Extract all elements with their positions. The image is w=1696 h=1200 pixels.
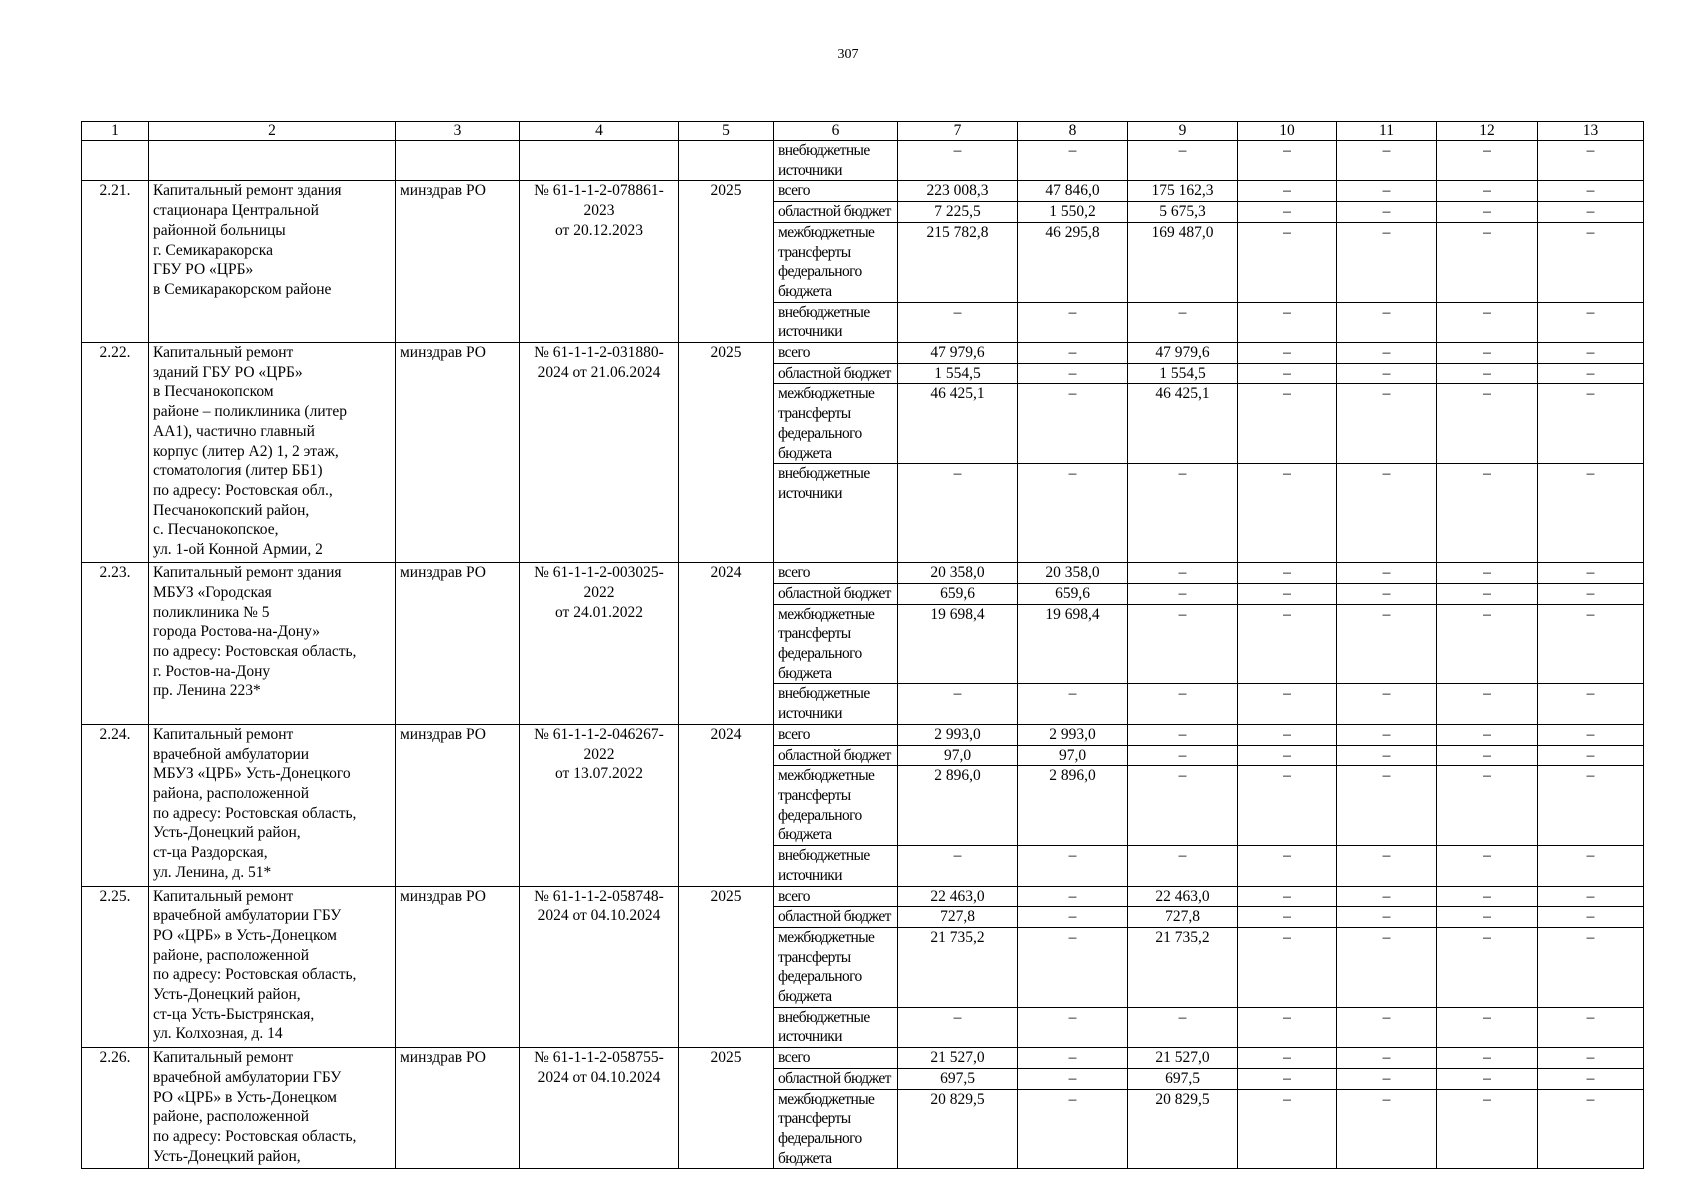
object-name: Капитальный ремонт здания стационара Центральной районной больницы г. Семикаракорска ГБУ РО «ЦРБ» в Семикаракорском районе — [149, 181, 396, 343]
value-cell: – — [1437, 604, 1538, 684]
customer-org: минздрав РО — [396, 181, 520, 343]
funding-source: внебюджетные источники — [774, 302, 898, 342]
value-cell: 2 993,0 — [1018, 724, 1128, 745]
funding-source: всего — [774, 886, 898, 907]
value-cell: – — [1128, 604, 1238, 684]
value-cell: – — [1337, 907, 1437, 928]
value-cell: – — [1238, 384, 1337, 464]
customer-org: минздрав РО — [396, 563, 520, 725]
column-number: 10 — [1238, 122, 1337, 141]
value-cell: – — [1437, 363, 1538, 384]
value-cell: – — [1337, 846, 1437, 886]
value-cell: – — [1538, 363, 1644, 384]
value-cell: – — [1128, 1007, 1238, 1047]
value-cell: 659,6 — [1018, 583, 1128, 604]
value-cell: – — [1437, 846, 1538, 886]
value-cell: – — [1337, 1048, 1437, 1069]
value-cell: – — [898, 846, 1018, 886]
value-cell: 20 358,0 — [898, 563, 1018, 584]
value-cell: – — [1337, 724, 1437, 745]
value-cell: 1 554,5 — [898, 363, 1018, 384]
column-number: 3 — [396, 122, 520, 141]
funding-source: всего — [774, 724, 898, 745]
value-cell: – — [1238, 1007, 1337, 1047]
object-name: Капитальный ремонт врачебной амбулатории МБУЗ «ЦРБ» Усть-Донецкого района, расположенной по адресу: Ростовская область, Усть-Донецкий район, ст-ца Раздорская, ул. Ленина, д. 51* — [149, 724, 396, 886]
value-cell: 97,0 — [898, 745, 1018, 766]
funding-source: всего — [774, 563, 898, 584]
value-cell: – — [1238, 583, 1337, 604]
value-cell: – — [1538, 724, 1644, 745]
empty-cell — [679, 141, 774, 181]
value-cell: 22 463,0 — [898, 886, 1018, 907]
column-number: 13 — [1538, 122, 1644, 141]
value-cell: – — [1128, 766, 1238, 846]
value-cell: – — [1437, 202, 1538, 223]
value-cell: – — [1238, 141, 1337, 181]
funding-source: областной бюджет — [774, 363, 898, 384]
completion-year: 2025 — [679, 343, 774, 563]
funding-source: межбюджетные трансферты федерального бюджета — [774, 927, 898, 1007]
value-cell: 20 829,5 — [898, 1089, 1018, 1169]
value-cell: – — [1437, 302, 1538, 342]
table-row — [82, 181, 1644, 202]
value-cell: – — [1238, 684, 1337, 724]
funding-source: областной бюджет — [774, 745, 898, 766]
value-cell: 697,5 — [898, 1068, 1018, 1089]
column-number: 2 — [149, 122, 396, 141]
value-cell: – — [898, 141, 1018, 181]
column-number: 9 — [1128, 122, 1238, 141]
customer-org: минздрав РО — [396, 343, 520, 563]
value-cell: 1 554,5 — [1128, 363, 1238, 384]
value-cell: – — [1018, 927, 1128, 1007]
expertise-doc: № 61-1-1-2-058748- 2024 от 04.10.2024 — [520, 886, 679, 1048]
column-number: 12 — [1437, 122, 1538, 141]
value-cell: – — [1337, 141, 1437, 181]
funding-table — [81, 121, 1644, 1169]
item-number: 2.25. — [82, 886, 149, 1048]
expertise-doc: № 61-1-1-2-031880- 2024 от 21.06.2024 — [520, 343, 679, 563]
value-cell: – — [1238, 222, 1337, 302]
value-cell: – — [1437, 766, 1538, 846]
continuation-row — [82, 141, 1644, 181]
value-cell: 697,5 — [1128, 1068, 1238, 1089]
value-cell: – — [1437, 222, 1538, 302]
value-cell: – — [1538, 583, 1644, 604]
item-number: 2.23. — [82, 563, 149, 725]
value-cell: 727,8 — [1128, 907, 1238, 928]
value-cell: – — [1238, 745, 1337, 766]
object-name: Капитальный ремонт врачебной амбулатории ГБУ РО «ЦРБ» в Усть-Донецком районе, расположенной по адресу: Ростовская область, Усть-Донецкий район, ст-ца Усть-Быстрянская, ул. Колхозная, д. 14 — [149, 886, 396, 1048]
value-cell: 659,6 — [898, 583, 1018, 604]
value-cell: – — [1437, 563, 1538, 584]
value-cell: – — [1538, 343, 1644, 364]
table-row — [82, 343, 1644, 364]
value-cell: – — [1337, 384, 1437, 464]
funding-source: внебюджетные источники — [774, 846, 898, 886]
expertise-doc: № 61-1-1-2-003025- 2022 от 24.01.2022 — [520, 563, 679, 725]
value-cell: – — [1538, 464, 1644, 563]
value-cell: 21 735,2 — [1128, 927, 1238, 1007]
customer-org: минздрав РО — [396, 886, 520, 1048]
table-row — [82, 724, 1644, 745]
value-cell: 47 846,0 — [1018, 181, 1128, 202]
value-cell: – — [1128, 563, 1238, 584]
value-cell: – — [1437, 343, 1538, 364]
value-cell: – — [1437, 141, 1538, 181]
value-cell: 21 527,0 — [1128, 1048, 1238, 1069]
funding-source: внебюджетные источники — [774, 464, 898, 563]
item-number: 2.24. — [82, 724, 149, 886]
value-cell: – — [1437, 886, 1538, 907]
value-cell: – — [1238, 202, 1337, 223]
value-cell: 175 162,3 — [1128, 181, 1238, 202]
value-cell: 1 550,2 — [1018, 202, 1128, 223]
value-cell: – — [1538, 1048, 1644, 1069]
value-cell: – — [1437, 464, 1538, 563]
value-cell: – — [1018, 907, 1128, 928]
value-cell: – — [1337, 343, 1437, 364]
funding-source: межбюджетные трансферты федерального бюджета — [774, 1089, 898, 1169]
value-cell: – — [1538, 846, 1644, 886]
customer-org: минздрав РО — [396, 1048, 520, 1169]
value-cell: – — [1337, 604, 1437, 684]
value-cell: – — [1538, 766, 1644, 846]
value-cell: 21 527,0 — [898, 1048, 1018, 1069]
value-cell: – — [1018, 1048, 1128, 1069]
value-cell: 47 979,6 — [898, 343, 1018, 364]
completion-year: 2025 — [679, 181, 774, 343]
value-cell: 97,0 — [1018, 745, 1128, 766]
value-cell: 47 979,6 — [1128, 343, 1238, 364]
value-cell: – — [1337, 563, 1437, 584]
value-cell: – — [1337, 202, 1437, 223]
value-cell: – — [1238, 907, 1337, 928]
column-number: 6 — [774, 122, 898, 141]
value-cell: – — [1538, 907, 1644, 928]
empty-cell — [149, 141, 396, 181]
value-cell: – — [1018, 343, 1128, 364]
value-cell: – — [1337, 1007, 1437, 1047]
value-cell: – — [1337, 464, 1437, 563]
value-cell: – — [1437, 684, 1538, 724]
value-cell: – — [1238, 766, 1337, 846]
value-cell: 21 735,2 — [898, 927, 1018, 1007]
funding-source: внебюджетные источники — [774, 141, 898, 181]
value-cell: – — [1018, 1007, 1128, 1047]
value-cell: – — [1128, 302, 1238, 342]
value-cell: – — [1337, 1089, 1437, 1169]
value-cell: – — [1128, 684, 1238, 724]
funding-source: всего — [774, 343, 898, 364]
value-cell: – — [1337, 886, 1437, 907]
header-row — [82, 122, 1644, 141]
value-cell: – — [898, 464, 1018, 563]
value-cell: – — [1437, 384, 1538, 464]
value-cell: – — [1437, 1089, 1538, 1169]
value-cell: – — [1128, 464, 1238, 563]
value-cell: – — [1018, 464, 1128, 563]
expertise-doc: № 61-1-1-2-058755- 2024 от 04.10.2024 — [520, 1048, 679, 1169]
value-cell: – — [1538, 384, 1644, 464]
value-cell: – — [1128, 141, 1238, 181]
value-cell: – — [1538, 563, 1644, 584]
funding-source: межбюджетные трансферты федерального бюджета — [774, 604, 898, 684]
value-cell: – — [1018, 384, 1128, 464]
value-cell: – — [1238, 302, 1337, 342]
value-cell: – — [1238, 604, 1337, 684]
object-name: Капитальный ремонт врачебной амбулатории ГБУ РО «ЦРБ» в Усть-Донецком районе, расположенной по адресу: Ростовская область, Усть-Донецкий район, — [149, 1048, 396, 1169]
value-cell: – — [1337, 583, 1437, 604]
funding-source: областной бюджет — [774, 1068, 898, 1089]
value-cell: 46 425,1 — [1128, 384, 1238, 464]
column-number: 5 — [679, 122, 774, 141]
value-cell: – — [1337, 181, 1437, 202]
value-cell: – — [1437, 583, 1538, 604]
value-cell: – — [1538, 927, 1644, 1007]
value-cell: 7 225,5 — [898, 202, 1018, 223]
completion-year: 2024 — [679, 724, 774, 886]
value-cell: – — [1238, 363, 1337, 384]
value-cell: – — [1018, 684, 1128, 724]
value-cell: – — [898, 684, 1018, 724]
value-cell: – — [1018, 1068, 1128, 1089]
value-cell: – — [1128, 846, 1238, 886]
value-cell: – — [1437, 181, 1538, 202]
column-number: 8 — [1018, 122, 1128, 141]
value-cell: – — [1018, 141, 1128, 181]
empty-cell — [82, 141, 149, 181]
value-cell: – — [1337, 222, 1437, 302]
value-cell: – — [1238, 464, 1337, 563]
value-cell: – — [1238, 846, 1337, 886]
funding-source: областной бюджет — [774, 583, 898, 604]
value-cell: 46 425,1 — [898, 384, 1018, 464]
funding-source: межбюджетные трансферты федерального бюджета — [774, 222, 898, 302]
item-number: 2.22. — [82, 343, 149, 563]
value-cell: 46 295,8 — [1018, 222, 1128, 302]
value-cell: – — [1538, 202, 1644, 223]
value-cell: – — [1538, 604, 1644, 684]
value-cell: – — [1018, 1089, 1128, 1169]
value-cell: – — [1128, 583, 1238, 604]
completion-year: 2025 — [679, 1048, 774, 1169]
value-cell: – — [1337, 302, 1437, 342]
value-cell: 22 463,0 — [1128, 886, 1238, 907]
value-cell: – — [1437, 1068, 1538, 1089]
value-cell: 2 896,0 — [1018, 766, 1128, 846]
table-row — [82, 563, 1644, 584]
value-cell: – — [1238, 343, 1337, 364]
value-cell: – — [898, 1007, 1018, 1047]
value-cell: 5 675,3 — [1128, 202, 1238, 223]
value-cell: – — [1437, 927, 1538, 1007]
value-cell: – — [1238, 1068, 1337, 1089]
value-cell: – — [1437, 724, 1538, 745]
value-cell: – — [1437, 1048, 1538, 1069]
value-cell: – — [1128, 724, 1238, 745]
page-number: 307 — [837, 47, 859, 62]
value-cell: – — [1238, 563, 1337, 584]
empty-cell — [520, 141, 679, 181]
value-cell: 19 698,4 — [1018, 604, 1128, 684]
column-number: 7 — [898, 122, 1018, 141]
value-cell: – — [1018, 846, 1128, 886]
value-cell: 169 487,0 — [1128, 222, 1238, 302]
value-cell: – — [1238, 1048, 1337, 1069]
item-number: 2.21. — [82, 181, 149, 343]
expertise-doc: № 61-1-1-2-046267- 2022 от 13.07.2022 — [520, 724, 679, 886]
value-cell: – — [1437, 745, 1538, 766]
value-cell: – — [1538, 222, 1644, 302]
value-cell: – — [1337, 766, 1437, 846]
value-cell: – — [1128, 745, 1238, 766]
value-cell: – — [1538, 141, 1644, 181]
value-cell: – — [1337, 684, 1437, 724]
value-cell: – — [1337, 1068, 1437, 1089]
value-cell: 215 782,8 — [898, 222, 1018, 302]
value-cell: – — [1538, 1068, 1644, 1089]
value-cell: – — [1538, 1089, 1644, 1169]
customer-org: минздрав РО — [396, 724, 520, 886]
value-cell: – — [1337, 363, 1437, 384]
value-cell: – — [1538, 181, 1644, 202]
value-cell: 20 358,0 — [1018, 563, 1128, 584]
funding-source: внебюджетные источники — [774, 1007, 898, 1047]
object-name: Капитальный ремонт здания МБУЗ «Городская поликлиника № 5 города Ростова-на-Дону» по адресу: Ростовская область, г. Ростов-на-Дону пр. Ленина 223* — [149, 563, 396, 725]
value-cell: – — [1437, 1007, 1538, 1047]
value-cell: 223 008,3 — [898, 181, 1018, 202]
value-cell: – — [1238, 724, 1337, 745]
funding-source: всего — [774, 181, 898, 202]
column-number: 11 — [1337, 122, 1437, 141]
value-cell: – — [1337, 745, 1437, 766]
funding-source: областной бюджет — [774, 907, 898, 928]
expertise-doc: № 61-1-1-2-078861- 2023 от 20.12.2023 — [520, 181, 679, 343]
funding-source: межбюджетные трансферты федерального бюджета — [774, 384, 898, 464]
item-number: 2.26. — [82, 1048, 149, 1169]
table-row — [82, 886, 1644, 907]
object-name: Капитальный ремонт зданий ГБУ РО «ЦРБ» в Песчанокопском районе – поликлиника (литер АА1), частично главный корпус (литер А2) 1, 2 этаж, стоматология (литер ББ1) по адресу: Ростовская обл., Песчанокопский район, с. Песчанокопское, ул. 1-ой Конной Армии, 2 — [149, 343, 396, 563]
funding-source: областной бюджет — [774, 202, 898, 223]
value-cell: 20 829,5 — [1128, 1089, 1238, 1169]
completion-year: 2025 — [679, 886, 774, 1048]
funding-source: межбюджетные трансферты федерального бюджета — [774, 766, 898, 846]
value-cell: – — [1538, 684, 1644, 724]
funding-source: всего — [774, 1048, 898, 1069]
value-cell: – — [1337, 927, 1437, 1007]
value-cell: 2 896,0 — [898, 766, 1018, 846]
value-cell: – — [1238, 181, 1337, 202]
value-cell: – — [1238, 1089, 1337, 1169]
value-cell: – — [1538, 745, 1644, 766]
value-cell: 727,8 — [898, 907, 1018, 928]
table-row — [82, 1048, 1644, 1069]
value-cell: – — [1238, 886, 1337, 907]
funding-source: внебюджетные источники — [774, 684, 898, 724]
value-cell: 2 993,0 — [898, 724, 1018, 745]
value-cell: – — [1018, 886, 1128, 907]
value-cell: – — [1538, 302, 1644, 342]
completion-year: 2024 — [679, 563, 774, 725]
value-cell: – — [1538, 886, 1644, 907]
value-cell: – — [1018, 363, 1128, 384]
column-number: 4 — [520, 122, 679, 141]
value-cell: – — [1238, 927, 1337, 1007]
empty-cell — [396, 141, 520, 181]
value-cell: – — [1018, 302, 1128, 342]
value-cell: 19 698,4 — [898, 604, 1018, 684]
value-cell: – — [898, 302, 1018, 342]
value-cell: – — [1437, 907, 1538, 928]
column-number: 1 — [82, 122, 149, 141]
value-cell: – — [1538, 1007, 1644, 1047]
